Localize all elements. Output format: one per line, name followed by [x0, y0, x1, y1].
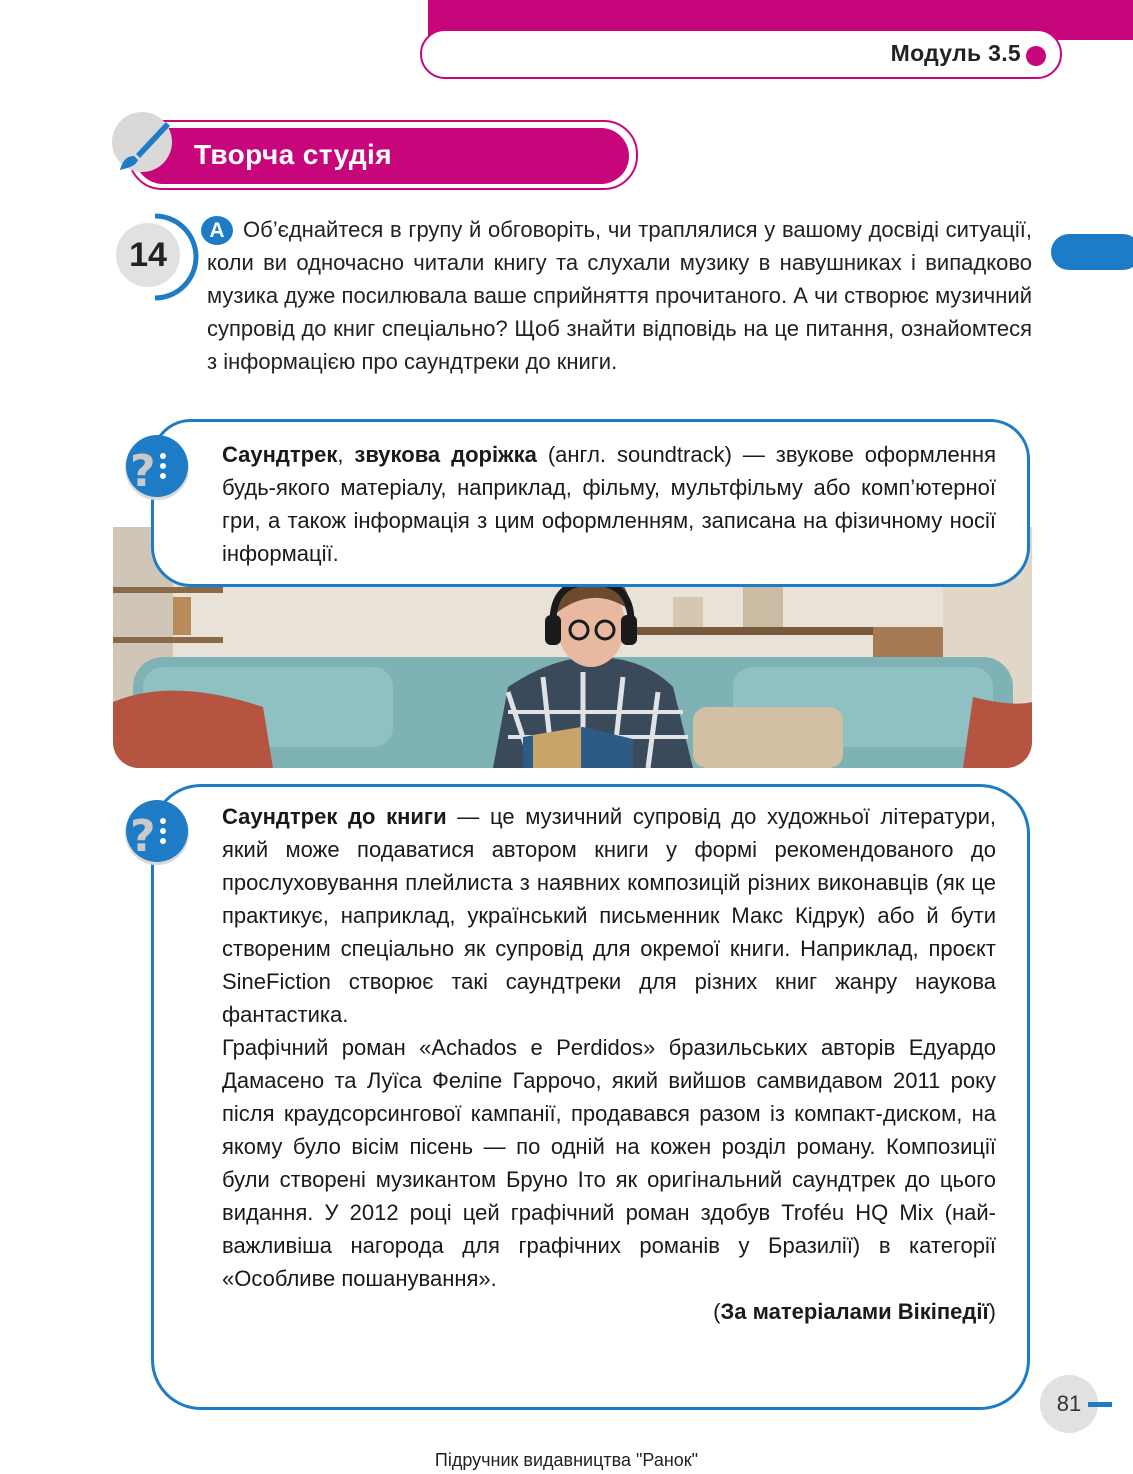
page-number: 81: [1040, 1375, 1098, 1433]
source-paren-close: ): [988, 1299, 996, 1324]
source-citation: [222, 1295, 996, 1328]
publisher-footer: Підручник видавництва "Ранок": [434, 1450, 699, 1470]
definition-body: (англ. soundtrack) — звукове оформлення будь-якого матеріалу, наприклад, фільму, мультфільму або комп’ютерної гри, а також інформація з цим оформленням, записана на фізичному носії інформації.: [222, 442, 996, 566]
term-sound-track: звукова доріжка: [354, 442, 537, 467]
task-text: Об’єднайтеся в групу й обговоріть, чи траплялися у вашому досвіді ситуації, коли ви одночасно читали книгу та слухали музику в навушниках і випадково музика дуже посилювала ваше сприйняття прочитаного. А чи створює музичний супровід до книг спеціально? Щоб знайти відповідь на це питання, ознайомтеся з інформацією про саундтреки до книги.: [207, 217, 1032, 374]
term-book-soundtrack: Саундтрек до книги: [222, 804, 447, 829]
section-title: Творча студія: [194, 139, 392, 170]
svg-text:?: ?: [130, 811, 156, 862]
paragraph-definition: [222, 800, 996, 1031]
page-number-dash: [1088, 1402, 1112, 1407]
module-dot: [1026, 46, 1046, 66]
definition-body: — це музичний супровід до художньої літератури, який може подаватися автором книги у формі рекомендованого до прослуховування плейлиста з наявних композицій різних виконавців (як це практикує, наприклад, український письменник Макс Кідрук) або й бути створеним спеціально як супровід для окремої книги. Наприклад, проєкт SineFiction створює такі саундтреки для різних книг жанру наукова фантастика.: [222, 804, 996, 1027]
source-text: За матеріалами Вікіпедії: [720, 1299, 989, 1324]
definition-text-soundtrack: [222, 438, 996, 570]
term-soundtrack: Саундтрек: [222, 442, 338, 467]
paragraph-graphic-novel: Графічний роман «Achados e Perdidos» бразильських авторів Едуардо Дамасено та Луїса Феліпе Гаррочо, який вийшов самвидавом 2011 року після краудсорсингової кампанії, продавався разом із компакт-диском, на якому було вісім пісень — по одній на кожен розділ роману. Композиції були створені музикантом Бруно Іто як оригінальний саундтрек до цього видання. У 2012 році цей графічний роман здобув Troféu HQ Mix (найважливіша нагорода для графічних романів у Бразилії) в категорії «Особливе пошанування».: [222, 1035, 996, 1291]
question-info-icon: [112, 793, 190, 875]
definition-text-book-soundtrack: [222, 800, 996, 1328]
module-label: Модуль 3.5: [890, 40, 1021, 66]
task-letter-badge: А: [201, 216, 233, 245]
svg-text:?: ?: [130, 446, 156, 497]
term-separator: ,: [337, 442, 355, 467]
side-tab-marker: [1051, 234, 1133, 270]
task-number: 14: [116, 223, 180, 287]
question-info-icon: [112, 428, 190, 510]
brush-icon: [114, 116, 174, 176]
source-paren-open: (: [713, 1299, 721, 1324]
